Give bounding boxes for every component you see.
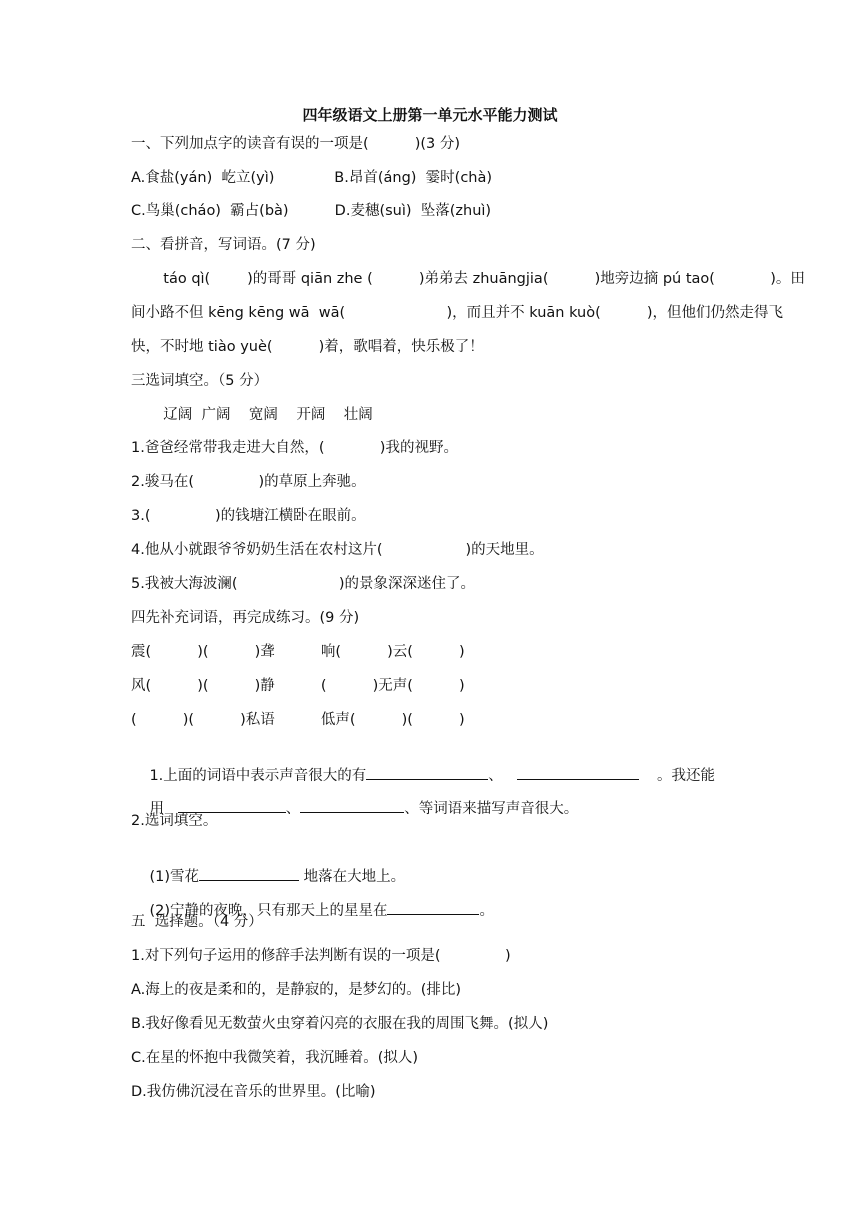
section-1-options-ab: A.食盐(yán) 屹立(yì) B.昂首(áng) 霎时(chà): [131, 170, 493, 186]
section-4-question-1-continued: 用 、 、等词语来描写声音很大。: [131, 777, 578, 839]
section-5-option-a: A.海上的夜是柔和的，是静寂的，是梦幻的。(排比): [131, 982, 462, 998]
section-3-question-5: 5.我被大海波澜( )的景象深深迷住了。: [131, 576, 476, 592]
section-4-question-1: 1.上面的词语中表示声音很大的有 、 。我还能: [131, 744, 715, 806]
section-3-heading: 三选词填空。（5 分）: [131, 373, 269, 389]
section-5-option-d: D.我仿佛沉浸在音乐的世界里。(比喻): [131, 1084, 376, 1100]
section-3-question-2: 2.骏马在( )的草原上奔驰。: [131, 474, 366, 490]
section-5-question-1: 1.对下列句子运用的修辞手法判断有误的一项是( ): [131, 948, 511, 964]
section-3-word-bank: 辽阔 广阔 宽阔 开阔 壮阔: [131, 407, 373, 423]
section-3-question-3: 3.( )的钱塘江横卧在眼前。: [131, 508, 366, 524]
section-2-heading: 二、看拼音，写词语。(7 分): [131, 237, 316, 253]
section-2-paragraph-line-2: 间小路不但 kēng kēng wā wā( )，而且并不 kuān kuò( )，但他们仍然走得飞: [131, 305, 784, 321]
section-4-question-2: 2.选词填空。: [131, 813, 218, 829]
section-1-heading: 一、下列加点字的读音有误的一项是( )(3 分): [131, 136, 461, 152]
section-1-options-cd: C.鸟巢(cháo) 霸占(bà) D.麦穗(suì) 坠落(zhuì): [131, 203, 492, 219]
section-2-paragraph-line-1: táo qì( )的哥哥 qiān zhe ( )弟弟去 zhuāngjia( )地旁边摘 pú tao( )。田: [131, 271, 805, 287]
section-4-heading: 四先补充词语，再完成练习。(9 分): [131, 610, 360, 626]
section-5-heading: 五 选择题。（4 分）: [131, 914, 263, 930]
answer-blank: [300, 797, 404, 813]
section-4-question-2-a: (1)雪花 地落在大地上。: [131, 845, 405, 907]
answer-blank: [387, 899, 479, 915]
section-3-question-4: 4.他从小就跟爷爷奶奶生活在农村这片( )的天地里。: [131, 542, 544, 558]
page-title: 四年级语文上册第一单元水平能力测试: [302, 106, 558, 124]
section-2-paragraph-line-3: 快，不时地 tiào yuè( )着，歌唱着，快乐极了！: [131, 339, 484, 355]
section-4-words-row-1: 震( )( )聋 响( )云( ): [131, 644, 465, 660]
section-5-option-c: C.在星的怀抱中我微笑着，我沉睡着。(拟人): [131, 1050, 419, 1066]
section-4-words-row-2: 风( )( )静 ( )无声( ): [131, 678, 465, 694]
section-4-question-2-b: (2)宁静的夜晚，只有那天上的星星在 。: [131, 879, 494, 941]
section-3-question-1: 1.爸爸经常带我走进大自然，( )我的视野。: [131, 440, 458, 456]
section-4-words-row-3: ( )( )私语 低声( )( ): [131, 712, 465, 728]
section-5-option-b: B.我好像看见无数萤火虫穿着闪亮的衣服在我的周围飞舞。(拟人): [131, 1016, 549, 1032]
